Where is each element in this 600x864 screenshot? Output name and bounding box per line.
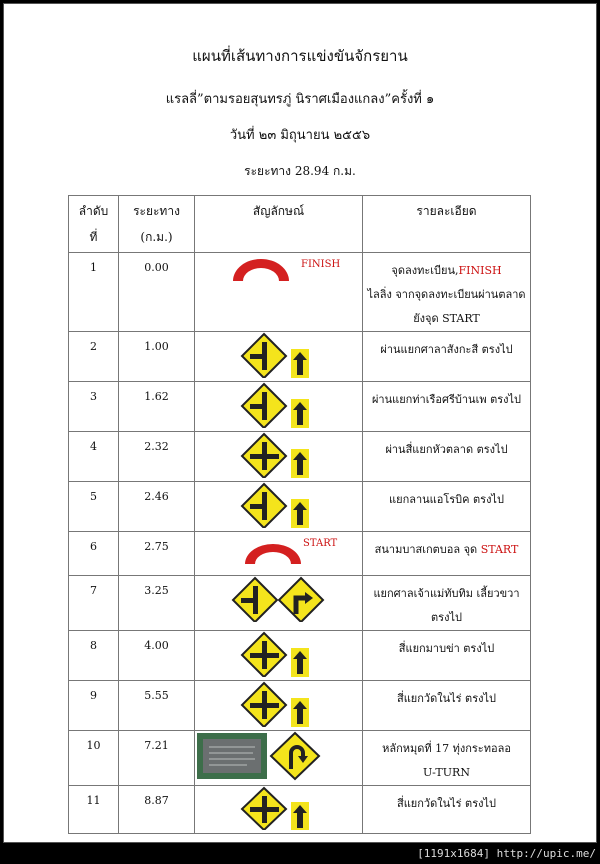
row-detail: จุดลงทะเบียน,FINISH ไลลิ่ง จากจุดลงทะเบียนผ่านตลาด ยังจุด START [363, 253, 531, 332]
table-row [69, 253, 531, 332]
row-detail: สี่แยกวัดในไร่ ตรงไป [363, 786, 531, 834]
t-junction-left-sign-icon [233, 578, 277, 622]
table-row [69, 731, 531, 786]
row-number: 4 [69, 432, 119, 482]
crossroad-sign-icon [242, 683, 286, 727]
row-sign [195, 576, 363, 631]
crossroad-sign-icon [242, 633, 286, 677]
row-number: 7 [69, 576, 119, 631]
turn-right-sign-icon [279, 578, 323, 622]
image-host-watermark: [1191x1684] http://upic.me/ [417, 847, 596, 860]
table-row [69, 382, 531, 432]
row-number: 2 [69, 332, 119, 382]
row-distance: 2.75 [119, 532, 195, 576]
table-row [69, 681, 531, 731]
row-detail: สี่แยกมาบข่า ตรงไป [363, 631, 531, 681]
straight-arrow-sign-icon [291, 499, 309, 528]
finish-sign-label: FINISH [301, 259, 341, 270]
table-row [69, 631, 531, 681]
straight-arrow-sign-icon [291, 698, 309, 727]
row-number: 6 [69, 532, 119, 576]
row-number: 3 [69, 382, 119, 432]
header-sign: สัญลักษณ์ [195, 196, 363, 253]
row-distance: 4.00 [119, 631, 195, 681]
table-row [69, 332, 531, 382]
crossroad-sign-icon [242, 788, 286, 830]
row-sign [195, 332, 363, 382]
t-junction-left-sign-icon [242, 334, 286, 378]
t-junction-left-sign-icon [242, 484, 286, 528]
u-turn-icon [195, 532, 363, 572]
table-row [69, 786, 531, 834]
page-title: แผนที่เส้นทางการแข่งขันจักรยาน [192, 47, 408, 65]
row-distance: 0.00 [119, 253, 195, 332]
table-row [69, 482, 531, 532]
row-sign [195, 631, 363, 681]
route-distance: ระยะทาง 28.94 ก.ม. [244, 164, 356, 178]
route-table [68, 195, 531, 834]
straight-arrow-sign-icon [291, 802, 309, 830]
row-sign [195, 253, 363, 332]
row-sign [195, 432, 363, 482]
row-distance: 2.46 [119, 482, 195, 532]
row-distance: 7.21 [119, 731, 195, 786]
row-detail: แยกศาลเจ้าแม่ทับทิม เลี้ยวขวา ตรงไป [363, 576, 531, 631]
row-detail: ผ่านสี่แยกหัวตลาด ตรงไป [363, 432, 531, 482]
table-row [69, 532, 531, 576]
row-detail: แยกลานแอโรบิค ตรงไป [363, 482, 531, 532]
row-number: 1 [69, 253, 119, 332]
milestone-photo [197, 733, 267, 779]
header-no: ลำดับ ที่ [69, 196, 119, 253]
table-row [69, 432, 531, 482]
u-turn-sign-icon [271, 733, 319, 779]
row-detail: สี่แยกวัดในไร่ ตรงไป [363, 681, 531, 731]
row-sign [195, 382, 363, 432]
row-detail: สนามบาสเกตบอล จุด START [363, 532, 531, 576]
row-sign [195, 532, 363, 576]
row-number: 8 [69, 631, 119, 681]
straight-arrow-sign-icon [291, 449, 309, 478]
row-distance: 8.87 [119, 786, 195, 834]
row-distance: 2.32 [119, 432, 195, 482]
row-sign [195, 731, 363, 786]
row-sign [195, 681, 363, 731]
table-header-row [69, 196, 531, 253]
row-detail: หลักหมุดที่ 17 ทุ่งกระทอลอ U-TURN [363, 731, 531, 786]
row-distance: 1.00 [119, 332, 195, 382]
t-junction-left-sign-icon [242, 384, 286, 428]
table-row [69, 576, 531, 631]
straight-arrow-sign-icon [291, 349, 309, 378]
row-number: 5 [69, 482, 119, 532]
straight-arrow-sign-icon [291, 399, 309, 428]
row-sign [195, 786, 363, 834]
event-date: วันที่ ๒๓ มิถุนายน ๒๕๕๖ [229, 128, 371, 143]
straight-arrow-sign-icon [291, 648, 309, 677]
header-detail: รายละเอียด [363, 196, 531, 253]
row-sign [195, 482, 363, 532]
row-number: 11 [69, 786, 119, 834]
row-detail: ผ่านแยกท่าเรือศรีบ้านเพ ตรงไป [363, 382, 531, 432]
crossroad-sign-icon [242, 434, 286, 478]
page-subtitle: แรลลี่”ตามรอยสุนทรภู่ นิราศเมืองแกลง”ครั้งที่ ๑ [165, 92, 435, 107]
start-sign-label: START [303, 538, 338, 549]
row-distance: 3.25 [119, 576, 195, 631]
row-number: 9 [69, 681, 119, 731]
row-number: 10 [69, 731, 119, 786]
row-distance: 5.55 [119, 681, 195, 731]
header-distance: ระยะทาง (ก.ม.) [119, 196, 195, 253]
row-distance: 1.62 [119, 382, 195, 432]
row-detail: ผ่านแยกศาลาสังกะสี ตรงไป [363, 332, 531, 382]
